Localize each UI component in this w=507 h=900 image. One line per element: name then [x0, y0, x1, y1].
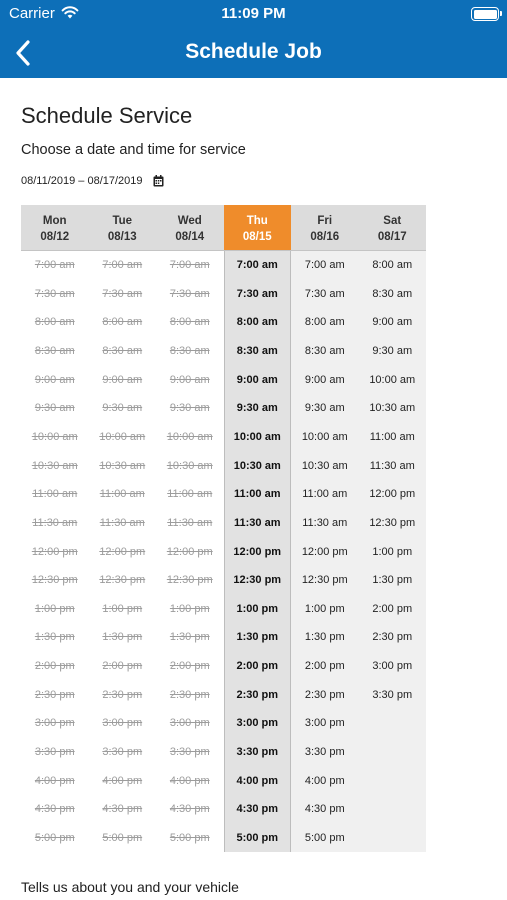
time-slot[interactable]: 12:30 pm: [233, 574, 282, 587]
time-slot: 4:30 pm: [34, 803, 75, 816]
vehicle-section-title: Tells us about you and your vehicle: [21, 879, 239, 895]
time-slot: 8:30 am: [169, 344, 210, 357]
time-slot: 2:30 pm: [34, 688, 75, 701]
time-slot: 2:30 pm: [102, 688, 143, 701]
time-slot[interactable]: 3:00 pm: [304, 717, 345, 730]
time-slot: 8:30 am: [34, 344, 75, 357]
time-slot: 3:00 pm: [102, 717, 143, 730]
time-slot[interactable]: 8:00 am: [236, 316, 278, 329]
time-slot: 1:00 pm: [169, 602, 210, 615]
day-header-wed[interactable]: [156, 205, 224, 251]
time-slot: 7:30 am: [102, 287, 143, 300]
time-slot[interactable]: 1:30 pm: [236, 631, 279, 644]
time-slot: 10:30 am: [166, 459, 213, 472]
time-slot: 9:00 am: [34, 373, 75, 386]
time-slot[interactable]: 2:00 pm: [304, 660, 345, 673]
time-slot: 10:30 am: [31, 459, 78, 472]
time-slot: 9:00 am: [102, 373, 143, 386]
time-slot: 7:30 am: [169, 287, 210, 300]
time-slot: 4:00 pm: [34, 774, 75, 787]
day-date: 08/16: [310, 231, 340, 243]
time-slot: 5:00 pm: [102, 832, 143, 844]
day-name: Mon: [42, 215, 67, 227]
day-date: 08/15: [242, 231, 272, 243]
schedule-grid: [21, 205, 426, 852]
time-slot: 5:00 pm: [34, 832, 75, 844]
time-slot[interactable]: 5:00 pm: [304, 832, 345, 844]
time-slot[interactable]: 9:30 am: [236, 402, 278, 415]
time-slot[interactable]: 9:00 am: [304, 373, 345, 386]
day-date: 08/17: [377, 231, 407, 243]
time-slot: 4:30 pm: [169, 803, 210, 816]
nav-title: Schedule Job: [185, 40, 322, 63]
time-slot: 12:00 pm: [31, 545, 78, 558]
time-slot: 9:30 am: [169, 402, 210, 415]
time-slot[interactable]: 11:30 am: [234, 516, 281, 529]
clock-time: 11:09 PM: [221, 5, 286, 22]
time-slot[interactable]: 9:30 am: [372, 344, 413, 357]
day-header-fri[interactable]: [291, 205, 359, 251]
time-slot: 8:00 am: [169, 316, 210, 329]
day-date: 08/12: [40, 231, 70, 243]
time-slot[interactable]: 12:00 pm: [301, 545, 348, 558]
time-slot: 11:30 am: [99, 516, 145, 529]
time-slot: 10:30 am: [99, 459, 146, 472]
day-date: 08/13: [107, 231, 137, 243]
time-slot[interactable]: 7:30 am: [304, 287, 345, 300]
time-slot[interactable]: 2:00 pm: [236, 660, 279, 673]
time-slot: 10:00 am: [166, 430, 213, 443]
time-slot: 11:00 am: [32, 488, 78, 501]
time-slot[interactable]: 11:00 am: [234, 488, 281, 501]
day-name: Sat: [383, 215, 402, 227]
time-slot[interactable]: 7:00 am: [304, 259, 345, 271]
time-slot[interactable]: 10:30 am: [369, 402, 416, 415]
day-name: Wed: [177, 215, 202, 227]
time-slot[interactable]: 9:00 am: [372, 316, 413, 329]
time-slot: 1:00 pm: [34, 602, 75, 615]
day-header-thu[interactable]: [224, 205, 292, 251]
time-slot[interactable]: 7:30 am: [236, 287, 278, 300]
time-slot[interactable]: 9:30 am: [304, 402, 345, 415]
time-slot[interactable]: 1:00 pm: [372, 545, 413, 558]
carrier-label: Carrier: [9, 5, 55, 22]
time-slot[interactable]: 8:30 am: [372, 287, 413, 300]
time-slot[interactable]: 8:30 am: [304, 344, 345, 357]
time-slot: 12:30 pm: [31, 574, 78, 587]
time-slot: 11:30 am: [167, 516, 213, 529]
time-slot: 8:00 am: [34, 316, 75, 329]
time-slot: 11:30 am: [32, 516, 78, 529]
time-slot[interactable]: 3:00 pm: [372, 660, 413, 673]
page-title: Schedule Service: [21, 103, 193, 128]
time-slot: 11:00 am: [99, 488, 145, 501]
time-slot: 1:30 pm: [102, 631, 143, 644]
time-slot: 10:00 am: [31, 430, 78, 443]
time-slot: 1:30 pm: [169, 631, 210, 644]
time-slot: 9:30 am: [102, 402, 143, 415]
time-slot[interactable]: 11:30 am: [302, 516, 348, 529]
time-slot[interactable]: 11:30 am: [369, 459, 415, 472]
time-slot: 12:30 pm: [166, 574, 213, 587]
navigation-bar: [0, 28, 507, 78]
status-bar: [0, 0, 507, 28]
content-area: [0, 78, 507, 900]
time-slot: 4:30 pm: [102, 803, 143, 816]
time-slot[interactable]: 1:00 pm: [304, 602, 345, 615]
time-slot: 11:00 am: [167, 488, 213, 501]
time-slot[interactable]: 1:00 pm: [236, 602, 279, 615]
time-slot[interactable]: 3:30 pm: [304, 746, 345, 759]
time-slot: 2:00 pm: [102, 660, 143, 673]
time-slot[interactable]: 10:00 am: [369, 373, 416, 386]
battery-icon: [471, 7, 499, 21]
time-slot[interactable]: 4:30 pm: [236, 803, 279, 816]
time-slot[interactable]: 2:00 pm: [372, 602, 413, 615]
time-slot[interactable]: 4:00 pm: [304, 774, 345, 787]
time-slot[interactable]: 2:30 pm: [304, 688, 345, 701]
day-header-mon[interactable]: [21, 205, 89, 251]
time-slot: 5:00 pm: [169, 832, 210, 844]
day-header-tue[interactable]: [89, 205, 157, 251]
day-date: 08/14: [175, 231, 205, 243]
time-slot: 3:30 pm: [169, 746, 210, 759]
date-range-label: 08/11/2019 – 08/17/2019: [21, 175, 143, 187]
time-slot: 4:00 pm: [102, 774, 143, 787]
time-slot: 1:30 pm: [34, 631, 75, 644]
time-slot: 12:00 pm: [166, 545, 213, 558]
day-header-sat[interactable]: [359, 205, 427, 251]
time-slot[interactable]: 11:00 am: [302, 488, 348, 501]
time-slot: 4:00 pm: [169, 774, 210, 787]
time-slot: 3:00 pm: [169, 717, 210, 730]
time-slot: 2:00 pm: [169, 660, 210, 673]
time-slot: 7:00 am: [34, 259, 75, 271]
date-range-picker[interactable]: [21, 175, 164, 187]
time-slot[interactable]: 4:30 pm: [304, 803, 345, 816]
time-slot[interactable]: 7:00 am: [236, 259, 278, 271]
time-slot: 10:00 am: [99, 430, 146, 443]
time-slot: 1:00 pm: [102, 602, 143, 615]
time-slot: 3:30 pm: [102, 746, 143, 759]
time-slot[interactable]: 12:00 pm: [233, 545, 282, 558]
time-slot[interactable]: 11:00 am: [369, 430, 415, 443]
time-slot: 9:30 am: [34, 402, 75, 415]
time-slot[interactable]: 2:30 pm: [236, 688, 279, 701]
time-slot[interactable]: 3:30 pm: [236, 746, 279, 759]
time-slot: 8:00 am: [102, 316, 143, 329]
calendar-icon[interactable]: [153, 175, 164, 187]
time-slot: 9:00 am: [169, 373, 210, 386]
time-slot: 2:00 pm: [34, 660, 75, 673]
time-slot[interactable]: 12:30 pm: [369, 516, 416, 529]
day-name: Tue: [112, 215, 133, 227]
time-slot[interactable]: 10:00 am: [233, 430, 281, 443]
time-slot[interactable]: 8:30 am: [236, 344, 278, 357]
time-slot: 2:30 pm: [169, 688, 210, 701]
time-slot: 3:30 pm: [34, 746, 75, 759]
time-slot: 12:00 pm: [99, 545, 146, 558]
time-slot[interactable]: 4:00 pm: [236, 774, 279, 787]
time-slot[interactable]: 12:00 pm: [369, 488, 416, 501]
time-slot: 7:00 am: [169, 259, 210, 271]
time-slot[interactable]: 3:00 pm: [236, 717, 279, 730]
time-slot[interactable]: 10:00 am: [301, 430, 348, 443]
time-slot[interactable]: 2:30 pm: [372, 631, 413, 644]
time-slot: 12:30 pm: [99, 574, 146, 587]
time-slot[interactable]: 9:00 am: [236, 373, 278, 386]
time-slot: 3:00 pm: [34, 717, 75, 730]
time-slot[interactable]: 12:30 pm: [301, 574, 348, 587]
day-name: Thu: [246, 215, 268, 227]
time-slot[interactable]: 3:30 pm: [372, 688, 413, 701]
page-subtitle: Choose a date and time for service: [21, 142, 246, 158]
time-slot[interactable]: 8:00 am: [304, 316, 345, 329]
time-slot: 7:00 am: [102, 259, 143, 271]
time-slot[interactable]: 5:00 pm: [236, 832, 279, 844]
time-slot: 7:30 am: [34, 287, 75, 300]
time-slot[interactable]: 10:30 am: [233, 459, 281, 472]
time-slot[interactable]: 10:30 am: [301, 459, 348, 472]
day-name: Fri: [317, 215, 333, 227]
time-slot[interactable]: 8:00 am: [372, 259, 413, 271]
time-slot[interactable]: 1:30 pm: [304, 631, 345, 644]
time-slot: 8:30 am: [102, 344, 143, 357]
time-slot[interactable]: 1:30 pm: [372, 574, 413, 587]
